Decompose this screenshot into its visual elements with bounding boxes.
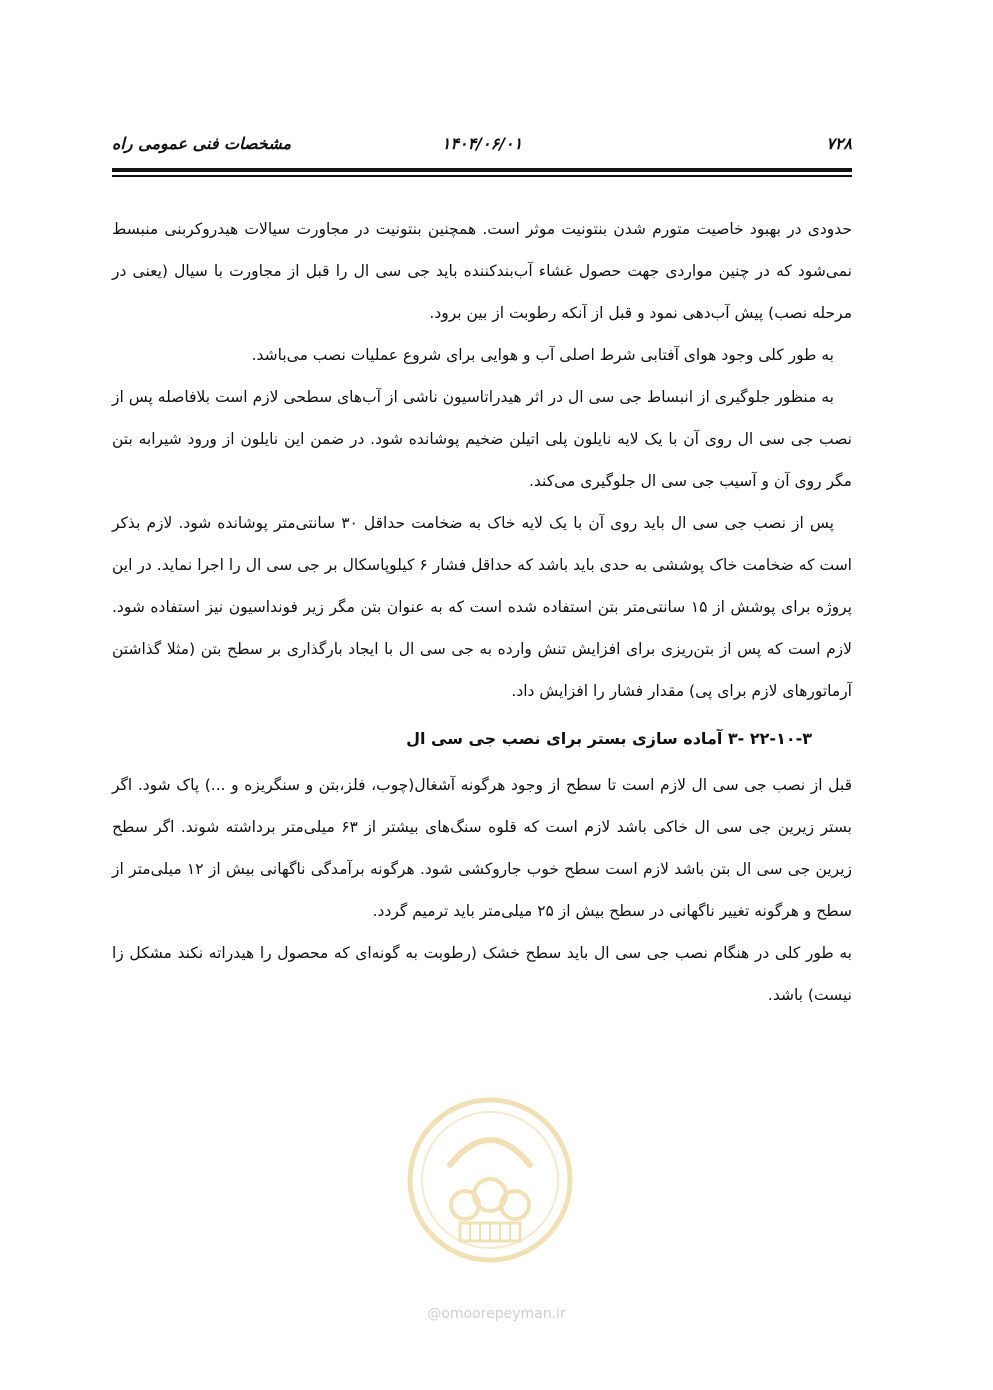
section-heading: ۲۲-۱۰-۳ -۳ آماده سازی بستر برای نصب جی سی ال bbox=[406, 729, 812, 748]
paragraph: قبل از نصب جی سی ال لازم است تا سطح از وجود هرگونه آشغال(چوب، فلز،بتن و سنگریزه و ...) پاک شود. اگر بستر زیرین جی سی ال خاکی باشد لازم است که قلوه سنگ‌های بیشتر از ۶۳ میلی‌متر برداشته شوند. اگر سطح زیرین جی سی ال بتن باشد لازم است سطح خوب جاروکشی شود. هرگونه برآمدگی ناگهانی بیش از ۱۲ میلی‌متر از سطح و هرگونه تغییر ناگهانی در سطح بیش از ۲۵ میلی‌متر باید ترمیم گردد. bbox=[112, 776, 852, 920]
paragraph: به طور کلی وجود هوای آفتابی شرط اصلی آب و هوایی برای شروع عملیات نصب می‌باشد. bbox=[251, 346, 834, 364]
watermark-url: @omoorepeyman.ir bbox=[427, 1306, 566, 1322]
paragraph: به طور کلی در هنگام نصب جی سی ال باید سطح خشک (رطوبت به گونه‌ای که محصول را هیدراته نکند مشکل زا نیست) باشد. bbox=[112, 944, 852, 1004]
paragraph: پس از نصب جی سی ال باید روی آن با یک لایه خاک به ضخامت حداقل ۳۰ سانتی‌متر پوشانده شود. لازم بذکر است که ضخامت خاک پوششی به حدی باید باشد که حداقل فشار ۶ کیلوپاسکال بر جی سی ال را اجرا نماید. در این پروژه برای پوشش از ۱۵ سانتی‌متر بتن استفاده شده است که به عنوان بتن مگر زیر فونداسیون نیز استفاده شود. لازم است که پس از بتن‌ریزی برای افزایش تنش وارده به جی سی ال با ایجاد بارگذاری بر سطح بتن (مثلا گذاشتن آرماتورهای لازم برای پی) مقدار فشار را افزایش داد. bbox=[112, 514, 852, 700]
watermark-seal-icon bbox=[405, 1095, 575, 1265]
body-text bbox=[112, 208, 852, 1016]
header-rule-thick bbox=[112, 168, 852, 172]
paragraph: حدودی در بهبود خاصیت متورم شدن بنتونیت موثر است. همچنین بنتونیت در مجاورت سیالات هیدروکربنی منبسط نمی‌شود که در چنین مواردی جهت حصول غشاء آب‌بندکننده باید جی سی ال را قبل از مجاورت با سیال (یعنی در مرحله نصب) پیش آب‌دهی نمود و قبل از آنکه رطوبت از بین برود. bbox=[112, 220, 852, 322]
header-title: مشخصات فنی عمومی راه bbox=[112, 134, 292, 153]
paragraph: به منظور جلوگیری از انبساط جی سی ال در اثر هیدراتاسیون ناشی از آب‌های سطحی لازم است بلافاصله پس از نصب جی سی ال روی آن با یک لایه نایلون پلی اتیلن ضخیم پوشانده شود. در ضمن این نایلون از ورود شیرابه بتن مگر روی آن و آسیب جی سی ال جلوگیری می‌کند. bbox=[112, 388, 852, 490]
header-date: ۱۴۰۴/۰۶/۰۱ bbox=[441, 134, 523, 153]
page-number: ۷۲۸ bbox=[826, 134, 852, 153]
page-header bbox=[112, 124, 852, 164]
header-rule-thin bbox=[112, 175, 852, 177]
